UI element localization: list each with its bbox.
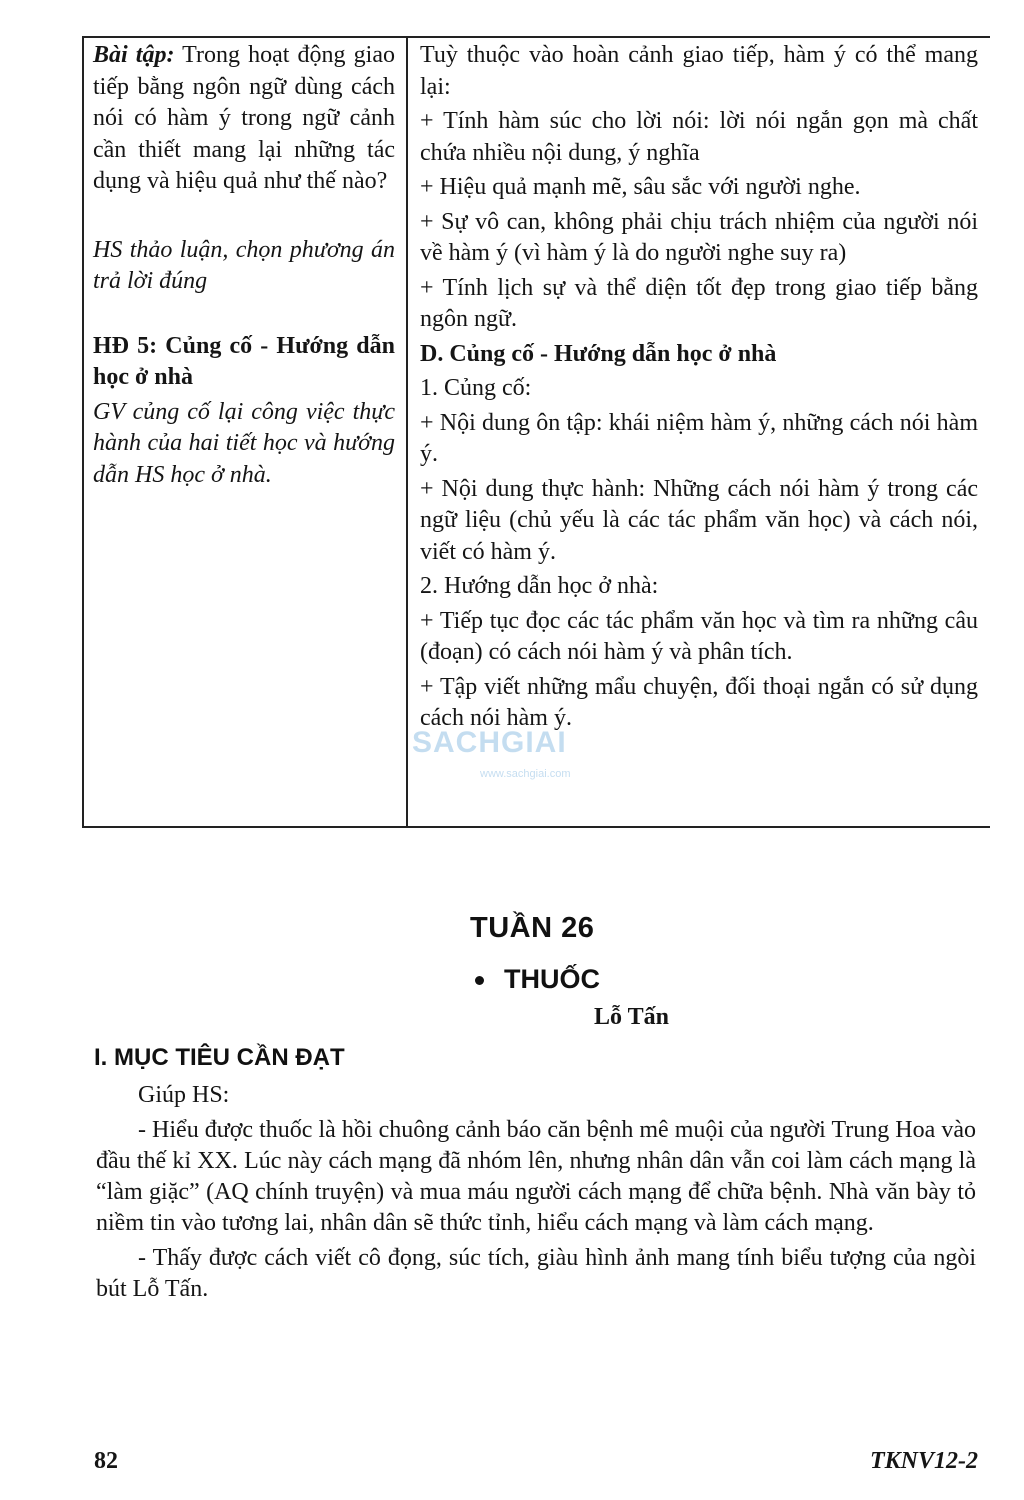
right-paragraph: + Nội dung ôn tập: khái niệm hàm ý, những cách nói hàm ý. <box>420 409 978 467</box>
right-paragraph: + Tiếp tục đọc các tác phẩm văn học và tìm ra những câu (đoạn) có cách nói hàm ý và phân tích. <box>420 607 978 665</box>
objective-item: - Hiểu được thuốc là hồi chuông cảnh báo căn bệnh mê muội của người Trung Hoa vào đầu thế kỉ XX. Lúc này cách mạng đã nhóm lên, nhưng nhân dân vẫn coi làm cách mạng là “làm giặc” (AQ chính truyện) và mua máu người cách mạng để chữa bệnh. Nhà văn bày tỏ niềm tin vào tương lai, nhân dân sẽ thức tỉnh, hiểu cách mạng và làm cách mạng. <box>96 1117 976 1236</box>
book-code: TKNV12-2 <box>870 1448 978 1474</box>
right-paragraph: + Tính lịch sự và thể diện tốt đẹp trong giao tiếp bằng ngôn ngữ. <box>420 274 978 332</box>
objective-item: - Thấy được cách viết cô đọng, súc tích, giàu hình ảnh mang tính biểu tượng của ngòi bút Lỗ Tấn. <box>96 1245 976 1302</box>
exercise-question <box>93 40 395 198</box>
student-activity-note: HS thảo luận, chọn phương án trả lời đúng <box>93 236 395 294</box>
right-paragraph: + Tính hàm súc cho lời nói: lời nói ngắn gọn mà chất chứa nhiều nội dung, ý nghĩa <box>420 108 978 166</box>
bullet-icon <box>475 976 484 985</box>
lesson-author: Lỗ Tấn <box>594 1004 669 1030</box>
section-d-heading: D. Củng cố - Hướng dẫn học ở nhà <box>420 340 777 367</box>
table-left-column <box>93 40 395 491</box>
right-paragraph: + Nội dung thực hành: Những cách nói hàm ý trong các ngữ liệu (chủ yếu là các tác phẩm văn học) và cách nói, viết có hàm ý. <box>420 475 978 565</box>
objectives-intro: Giúp HS: <box>138 1082 230 1108</box>
teacher-activity-note: GV củng cố lại công việc thực hành của hai tiết học và hướng dẫn HS học ở nhà. <box>93 398 395 488</box>
lesson-title-row <box>470 964 600 995</box>
right-paragraph: Tuỳ thuộc vào hoàn cảnh giao tiếp, hàm ý có thể mang lại: <box>420 42 978 100</box>
right-paragraph: 1. Củng cố: <box>420 375 532 401</box>
exercise-question-text: Trong hoạt động giao tiếp bằng ngôn ngữ dùng cách nói có hàm ý trong ngữ cảnh cần thiết mang lại những tác dụng và hiệu quả như thế nào? <box>93 42 395 194</box>
lesson-title: THUỐC <box>504 964 600 994</box>
page-number: 82 <box>94 1448 118 1474</box>
right-paragraph: 2. Hướng dẫn học ở nhà: <box>420 573 659 599</box>
exercise-label: Bài tập: <box>93 42 175 68</box>
watermark-word: SACHGIAI <box>412 726 567 759</box>
section-title: I. MỤC TIÊU CẦN ĐẠT <box>94 1044 345 1071</box>
table-right-column <box>420 40 978 735</box>
right-paragraph: + Tập viết những mẩu chuyện, đối thoại ngắn có sử dụng cách nói hàm ý. <box>420 673 978 731</box>
activity-5-heading: HĐ 5: Củng cố - Hướng dẫn học ở nhà <box>93 332 395 390</box>
right-paragraph: + Hiệu quả mạnh mẽ, sâu sắc với người nghe. <box>420 174 861 200</box>
week-title: TUẦN 26 <box>470 912 595 944</box>
table-column-divider <box>406 36 408 828</box>
watermark-url: www.sachgiai.com <box>480 768 571 780</box>
objectives-body <box>96 1080 976 1305</box>
right-paragraph: + Sự vô can, không phải chịu trách nhiệm của người nói về hàm ý (vì hàm ý là do người nghe suy ra) <box>420 208 978 266</box>
